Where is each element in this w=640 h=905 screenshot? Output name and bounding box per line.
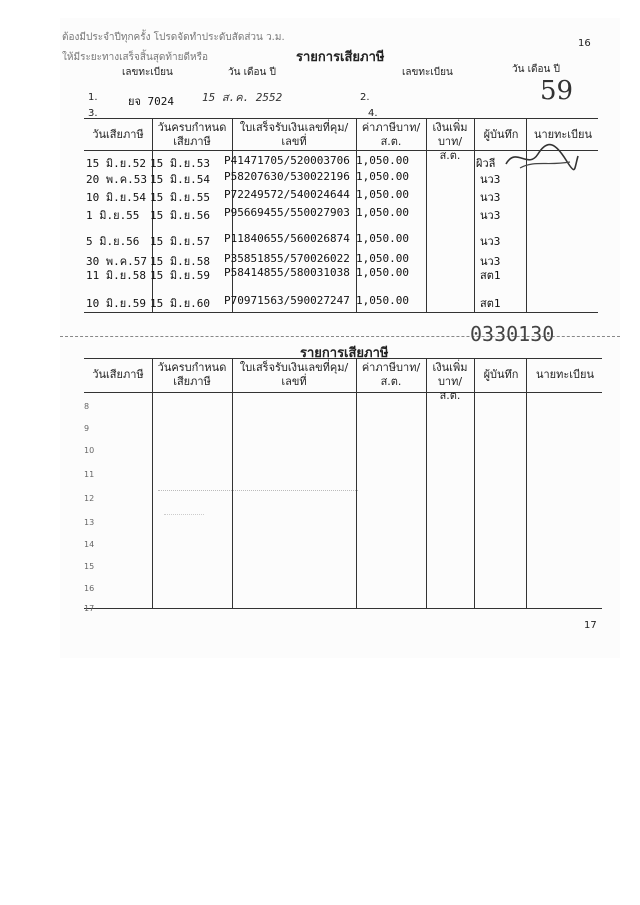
- recorder: นว3: [480, 235, 501, 248]
- tax-amount: 1,050.00: [356, 206, 409, 219]
- col-header-recorder: ผู้บันทึก: [483, 128, 519, 141]
- col-header-paid: วันเสียภาษี: [92, 128, 144, 141]
- page-number-bottom: 17: [584, 620, 597, 631]
- index-2: 2.: [360, 92, 370, 103]
- lower-col-header-recorder: ผู้บันทึก: [483, 368, 519, 381]
- tax-amount: 1,050.00: [356, 252, 409, 265]
- recorder: สต1: [480, 269, 501, 282]
- paid-date: 10 มิ.ย.54: [86, 191, 147, 204]
- due-date: 15 มิ.ย.56: [150, 209, 211, 222]
- row-number: 10: [84, 446, 95, 455]
- recorder: ผิวลี: [476, 157, 496, 170]
- plate-number: ยจ 7024: [128, 95, 175, 108]
- due-date: 15 มิ.ย.53: [150, 157, 211, 170]
- header-line-1: ต้องมีประจำปีทุกครั้ง โปรดจัดทำประดับสัดส่วน ว.ม.: [62, 32, 285, 43]
- col-header-extra: เงินเพิ่มบาท/ส.ต.: [432, 121, 468, 162]
- registration-date: 15 ส.ค. 2552: [202, 91, 283, 104]
- recorder: สต1: [480, 297, 501, 310]
- row-number: 13: [84, 518, 95, 527]
- recorder: นว3: [480, 173, 501, 186]
- lower-col-header-registrar: นายทะเบียน: [535, 368, 594, 381]
- due-date: 15 มิ.ย.60: [150, 297, 211, 310]
- page-number-top: 16: [578, 38, 591, 49]
- tax-amount: 1,050.00: [356, 188, 409, 201]
- paid-date: 15 มิ.ย.52: [86, 157, 147, 170]
- receipt-number: P58207630/530022196: [224, 170, 350, 183]
- tax-amount: 1,050.00: [356, 170, 409, 183]
- row-number: 12: [84, 494, 95, 503]
- lower-col-header-due: วันครบกำหนดเสียภาษี: [157, 361, 227, 388]
- row-number: 8: [84, 402, 90, 411]
- paid-date: 11 มิ.ย.58: [86, 269, 147, 282]
- header-line-2: ให้มีระยะทางเสร็จสิ้นสุดท้ายดีหรือ: [62, 52, 208, 63]
- tax-amount: 1,050.00: [356, 266, 409, 279]
- lower-col-header-tax: ค่าภาษีบาท/ส.ต.: [361, 361, 421, 388]
- row-number: 16: [84, 584, 95, 593]
- index-3: 3.: [88, 108, 98, 119]
- tax-amount: 1,050.00: [356, 154, 409, 167]
- tax-amount: 1,050.00: [356, 232, 409, 245]
- tax-amount: 1,050.00: [356, 294, 409, 307]
- receipt-number: P41471705/520003706: [224, 154, 350, 167]
- due-date: 15 มิ.ย.54: [150, 173, 211, 186]
- bleed-through-mark: [164, 514, 204, 519]
- date-label-right: วัน เดือน ปี: [512, 64, 560, 75]
- paid-date: 20 พ.ค.53: [86, 173, 147, 186]
- reg-label-right: เลขทะเบียน: [402, 67, 453, 78]
- date-label-left: วัน เดือน ปี: [228, 67, 276, 78]
- row-number: 15: [84, 562, 95, 571]
- due-date: 15 มิ.ย.57: [150, 235, 211, 248]
- serial-number: 0330130: [470, 322, 555, 346]
- paid-date: 5 มิ.ย.56: [86, 235, 140, 248]
- recorder: นว3: [480, 209, 501, 222]
- due-date: 15 มิ.ย.58: [150, 255, 211, 268]
- due-date: 15 มิ.ย.55: [150, 191, 211, 204]
- handwritten-number: 59: [540, 76, 574, 106]
- index-1: 1.: [88, 92, 98, 103]
- lower-title: รายการเสียภาษี: [300, 346, 389, 361]
- receipt-number: P35851855/570026022: [224, 252, 350, 265]
- paid-date: 1 มิ.ย.55: [86, 209, 140, 222]
- receipt-number: P95669455/550027903: [224, 206, 350, 219]
- lower-col-header-receipt: ใบเสร็จรับเงินเลขที่คุม/เลขที่: [239, 361, 349, 388]
- bleed-through-mark: [158, 490, 358, 495]
- col-header-tax: ค่าภาษีบาท/ส.ต.: [361, 121, 421, 148]
- paid-date: 30 พ.ค.57: [86, 255, 147, 268]
- receipt-number: P58414855/580031038: [224, 266, 350, 279]
- registrar-signature: [500, 140, 580, 176]
- index-4: 4.: [368, 108, 378, 119]
- receipt-number: P72249572/540024644: [224, 188, 350, 201]
- col-header-receipt: ใบเสร็จรับเงินเลขที่คุม/เลขที่: [239, 121, 349, 148]
- col-header-registrar: นายทะเบียน: [533, 128, 592, 141]
- row-number: 17: [84, 604, 95, 613]
- row-number: 9: [84, 424, 90, 433]
- col-header-due: วันครบกำหนดเสียภาษี: [157, 121, 227, 148]
- row-number: 11: [84, 470, 95, 479]
- recorder: นว3: [480, 255, 501, 268]
- receipt-number: P70971563/590027247: [224, 294, 350, 307]
- lower-col-header-paid: วันเสียภาษี: [92, 368, 144, 381]
- reg-label-left: เลขทะเบียน: [122, 67, 173, 78]
- paid-date: 10 มิ.ย.59: [86, 297, 147, 310]
- lower-col-header-extra: เงินเพิ่มบาท/ส.ต.: [432, 361, 468, 402]
- due-date: 15 มิ.ย.59: [150, 269, 211, 282]
- page-title: รายการเสียภาษี: [296, 50, 385, 65]
- receipt-number: P11840655/560026874: [224, 232, 350, 245]
- row-number: 14: [84, 540, 95, 549]
- recorder: นว3: [480, 191, 501, 204]
